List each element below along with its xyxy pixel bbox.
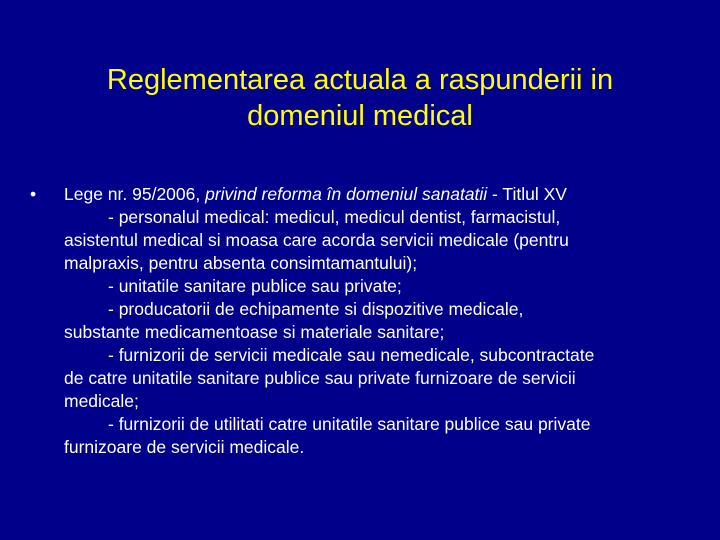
- item-4-line-1: - furnizorii de servicii medicale sau nemedicale, subcontractate: [108, 345, 595, 365]
- bullet-content: [64, 183, 690, 459]
- item-3-line-1: - producatorii de echipamente si dispozitive medicale,: [108, 299, 524, 319]
- item-4-line-3: medicale;: [64, 391, 139, 411]
- item-4-line-2: de catre unitatile sanitare publice sau private furnizoare de servicii: [64, 368, 576, 388]
- item-1-line-3: malpraxis, pentru absenta consimtamantului);: [64, 253, 418, 273]
- slide-body: [30, 183, 690, 459]
- item-5-line-2: furnizoare de servicii medicale.: [64, 437, 305, 457]
- item-5-line-1: - furnizorii de utilitati catre unitatile sanitare publice sau private: [108, 414, 591, 434]
- item-2-line-1: - unitatile sanitare publice sau private;: [108, 276, 402, 296]
- law-title: - Titlul XV: [487, 184, 567, 204]
- bullet-item: [30, 183, 690, 459]
- law-number: Lege nr. 95/2006,: [64, 184, 206, 204]
- item-1-line-1: - personalul medical: medicul, medicul dentist, farmacistul,: [108, 207, 561, 227]
- slide-title: [40, 62, 680, 134]
- item-1-line-2: asistentul medical si moasa care acorda servicii medicale (pentru: [64, 230, 569, 250]
- law-reference: [64, 183, 690, 206]
- title-line-2: domeniul medical: [247, 100, 473, 132]
- item-3-line-2: substante medicamentoase si materiale sanitare;: [64, 322, 445, 342]
- bullet-dot-icon: •: [30, 184, 37, 204]
- law-subject: privind reforma în domeniul sanatatii: [205, 184, 488, 204]
- title-line-1: Reglementarea actuala a raspunderii in: [106, 64, 614, 96]
